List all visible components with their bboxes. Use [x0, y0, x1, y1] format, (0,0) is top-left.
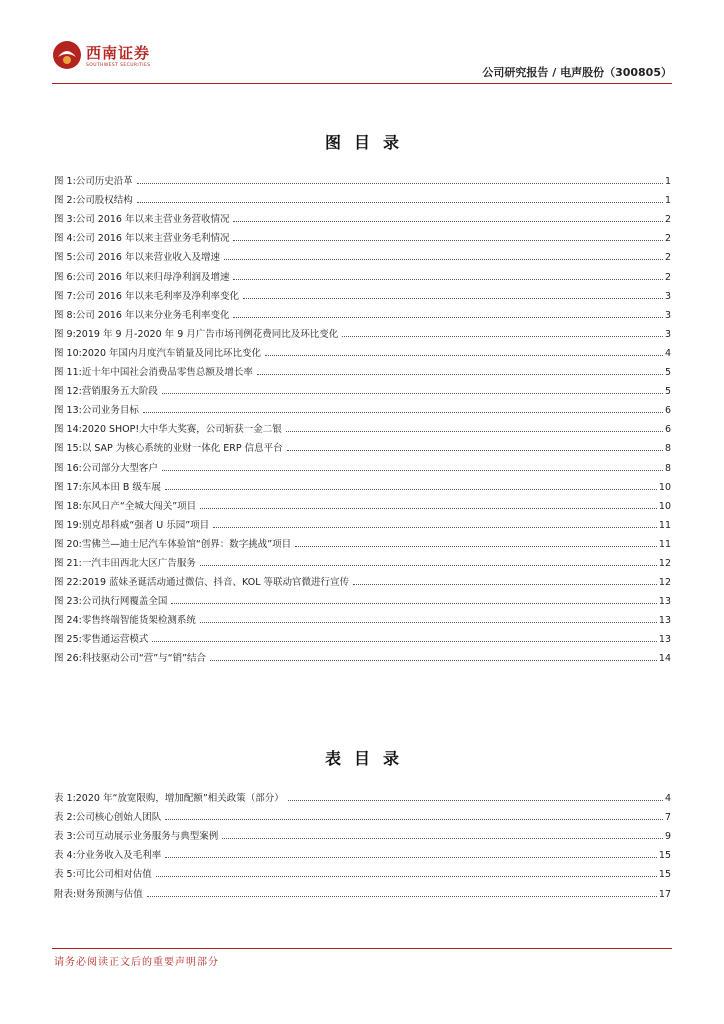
- figure-entry[interactable]: [54, 435, 671, 454]
- entry-label: 图 11:: [54, 367, 82, 379]
- entry-page-number: 11: [658, 538, 671, 550]
- entry-title: 2019 年 9 月-2020 年 9 月广告市场刊例花费同比及环比变化: [75, 328, 339, 340]
- figure-entry[interactable]: [54, 397, 671, 416]
- entry-page-number: 2: [664, 252, 671, 264]
- entry-page-number: 15: [658, 869, 671, 881]
- entry-title: 公司 2016 年以来营业收入及增速: [75, 252, 220, 264]
- entry-label: 图 12:: [54, 386, 82, 398]
- entry-title: 公司业务目标: [81, 405, 139, 417]
- figure-entry[interactable]: [54, 569, 671, 588]
- figure-entry[interactable]: [54, 454, 671, 473]
- entry-label: 图 25:: [54, 634, 82, 646]
- figure-entry[interactable]: [54, 531, 671, 550]
- entry-title: 一汽丰田西北大区广告服务: [81, 557, 196, 569]
- entry-page-number: 14: [658, 653, 671, 665]
- entry-page-number: 1: [664, 176, 671, 188]
- entry-title: 2020 年国内月度汽车销量及同比环比变化: [81, 347, 262, 359]
- figure-entry[interactable]: [54, 187, 671, 206]
- entry-title: 营销服务五大阶段: [81, 386, 158, 398]
- entry-title: 公司互动展示业务服务与典型案例: [75, 831, 219, 843]
- figure-entry[interactable]: [54, 359, 671, 378]
- figure-entry[interactable]: [54, 550, 671, 569]
- table-entry[interactable]: [54, 804, 671, 823]
- entry-page-number: 11: [658, 519, 671, 531]
- entry-label: 图 10:: [54, 347, 82, 359]
- entry-page-number: 1: [664, 195, 671, 207]
- figure-entry[interactable]: [54, 206, 671, 225]
- entry-label: 表 5:: [54, 869, 76, 881]
- entry-label: 表 2:: [54, 812, 76, 824]
- entry-page-number: 2: [664, 271, 671, 283]
- table-entry[interactable]: [54, 785, 671, 804]
- entry-label: 表 1:: [54, 793, 76, 805]
- table-list: [54, 785, 671, 900]
- entry-label: 图 22:: [54, 577, 82, 589]
- entry-page-number: 13: [658, 615, 671, 627]
- figure-entry[interactable]: [54, 321, 671, 340]
- table-list-title: 表目录: [324, 749, 412, 768]
- table-entry[interactable]: [54, 861, 671, 880]
- entry-label: 图 17:: [54, 481, 82, 493]
- figure-entry[interactable]: [54, 416, 671, 435]
- figure-entry[interactable]: [54, 626, 671, 645]
- report-title: 公司研究报告 / 电声股份（300805）: [482, 66, 672, 79]
- entry-label: 图 3:: [54, 214, 76, 226]
- entry-title: 公司股权结构: [75, 195, 133, 207]
- entry-label: 图 8:: [54, 309, 76, 321]
- entry-title: 公司历史沿革: [75, 176, 133, 188]
- entry-page-number: 17: [658, 888, 671, 900]
- entry-title: 公司 2016 年以来主营业务毛利情况: [75, 233, 230, 245]
- dot-leader: [222, 838, 663, 839]
- figure-entry[interactable]: [54, 283, 671, 302]
- figure-entry[interactable]: [54, 302, 671, 321]
- entry-label: 图 19:: [54, 519, 82, 531]
- entry-title: 公司部分大型客户: [81, 462, 158, 474]
- entry-page-number: 8: [664, 462, 671, 474]
- entry-page-number: 3: [664, 290, 671, 302]
- entry-label: 图 1:: [54, 176, 76, 188]
- dot-leader: [295, 546, 657, 547]
- entry-title: 东风日产“全城大闯关”项目: [81, 500, 197, 512]
- entry-title: 公司执行网覆盖全国: [81, 596, 168, 608]
- dot-leader: [233, 240, 662, 241]
- entry-title: 2020 年“放宽限购，增加配额”相关政策（部分）: [75, 793, 284, 805]
- entry-page-number: 10: [658, 481, 671, 493]
- figure-entry[interactable]: [54, 263, 671, 282]
- header-divider: [52, 83, 672, 84]
- entry-page-number: 6: [664, 405, 671, 417]
- entry-label: 图 16:: [54, 462, 82, 474]
- footer-disclaimer: 请务必阅读正文后的重要声明部分: [54, 957, 219, 968]
- entry-label: 图 20:: [54, 538, 82, 550]
- dot-leader: [213, 527, 657, 528]
- dot-leader: [165, 857, 657, 858]
- table-entry[interactable]: [54, 880, 671, 899]
- entry-title: 零售终端智能货架检测系统: [81, 615, 196, 627]
- dot-leader: [200, 622, 657, 623]
- table-entry[interactable]: [54, 842, 671, 861]
- entry-page-number: 5: [664, 367, 671, 379]
- dot-leader: [162, 393, 663, 394]
- logo-emblem-icon: [52, 40, 82, 70]
- entry-page-number: 8: [664, 443, 671, 455]
- figure-entry[interactable]: [54, 244, 671, 263]
- entry-label: 图 6:: [54, 271, 76, 283]
- dot-leader: [288, 800, 663, 801]
- dot-leader: [200, 565, 657, 566]
- figure-entry[interactable]: [54, 493, 671, 512]
- dot-leader: [233, 221, 662, 222]
- entry-title: 可比公司相对估值: [75, 869, 152, 881]
- table-entry[interactable]: [54, 823, 671, 842]
- entry-title: 2019 蓝妹圣诞活动通过微信、抖音、KOL 等联动官微进行宣传: [81, 577, 350, 589]
- entry-label: 图 24:: [54, 615, 82, 627]
- entry-label: 图 18:: [54, 500, 82, 512]
- dot-leader: [243, 298, 663, 299]
- entry-title: 公司 2016 年以来毛利率及净利率变化: [75, 290, 239, 302]
- entry-title: 近十年中国社会消费品零售总额及增长率: [81, 367, 253, 379]
- dot-leader: [137, 183, 663, 184]
- dot-leader: [210, 660, 657, 661]
- entry-page-number: 5: [664, 386, 671, 398]
- figure-entry[interactable]: [54, 645, 671, 664]
- entry-label: 表 4:: [54, 850, 76, 862]
- dot-leader: [137, 202, 663, 203]
- dot-leader: [200, 508, 657, 509]
- logo-text: 西南证券: [86, 44, 151, 62]
- logo-subtitle: SOUTHWEST SECURITIES: [86, 63, 151, 68]
- dot-leader: [165, 819, 663, 820]
- entry-title: 科技驱动公司“营”与“销”结合: [81, 653, 206, 665]
- figure-entry[interactable]: [54, 474, 671, 493]
- entry-page-number: 10: [658, 500, 671, 512]
- figure-list: [54, 168, 671, 664]
- entry-label: 图 23:: [54, 596, 82, 608]
- entry-page-number: 2: [664, 233, 671, 245]
- dot-leader: [147, 896, 657, 897]
- dot-leader: [286, 431, 663, 432]
- entry-title: 财务预测与估值: [76, 888, 143, 900]
- entry-label: 图 9:: [54, 328, 76, 340]
- dot-leader: [165, 489, 657, 490]
- figure-list-title: 图目录: [324, 133, 412, 152]
- entry-label: 图 5:: [54, 252, 76, 264]
- entry-label: 图 14:: [54, 424, 82, 436]
- figure-entry[interactable]: [54, 340, 671, 359]
- figure-entry[interactable]: [54, 607, 671, 626]
- figure-entry[interactable]: [54, 225, 671, 244]
- entry-page-number: 3: [664, 309, 671, 321]
- entry-title: 公司 2016 年以来主营业务营收情况: [75, 214, 230, 226]
- entry-label: 附表:: [54, 888, 77, 900]
- footer-divider: [52, 948, 672, 949]
- entry-title: 东风本田 B 级车展: [81, 481, 161, 493]
- dot-leader: [353, 584, 657, 585]
- entry-title: 公司 2016 年以来分业务毛利率变化: [75, 309, 230, 321]
- dot-leader: [342, 336, 663, 337]
- dot-leader: [233, 317, 662, 318]
- entry-title: 零售通运营模式: [81, 634, 149, 646]
- entry-page-number: 3: [664, 328, 671, 340]
- entry-title: 别克昂科威“强者 U 乐园”项目: [81, 519, 210, 531]
- entry-page-number: 2: [664, 214, 671, 226]
- dot-leader: [143, 412, 663, 413]
- entry-page-number: 4: [664, 347, 671, 359]
- entry-label: 图 4:: [54, 233, 76, 245]
- entry-label: 图 21:: [54, 557, 82, 569]
- entry-title: 分业务收入及毛利率: [75, 850, 162, 862]
- entry-title: 公司 2016 年以来归母净利润及增速: [75, 271, 230, 283]
- entry-page-number: 13: [658, 634, 671, 646]
- figure-entry[interactable]: [54, 168, 671, 187]
- figure-entry[interactable]: [54, 512, 671, 531]
- figure-entry[interactable]: [54, 378, 671, 397]
- entry-page-number: 7: [664, 812, 671, 824]
- entry-title: 以 SAP 为核心系统的业财一体化 ERP 信息平台: [81, 443, 283, 455]
- dot-leader: [257, 374, 663, 375]
- entry-page-number: 12: [658, 557, 671, 569]
- figure-entry[interactable]: [54, 588, 671, 607]
- dot-leader: [162, 470, 663, 471]
- entry-label: 表 3:: [54, 831, 76, 843]
- company-logo: [52, 38, 172, 78]
- dot-leader: [265, 355, 663, 356]
- entry-label: 图 13:: [54, 405, 82, 417]
- entry-page-number: 15: [658, 850, 671, 862]
- dot-leader: [171, 603, 657, 604]
- entry-page-number: 4: [664, 793, 671, 805]
- dot-leader: [233, 279, 662, 280]
- entry-title: 2020 SHOP!大中华大奖赛，公司斩获一金二银: [81, 424, 282, 436]
- dot-leader: [152, 641, 657, 642]
- entry-page-number: 9: [664, 831, 671, 843]
- dot-leader: [224, 259, 663, 260]
- entry-page-number: 13: [658, 596, 671, 608]
- entry-title: 公司核心创始人团队: [75, 812, 162, 824]
- entry-title: 雪佛兰—迪士尼汽车体验馆“创界：数字挑战”项目: [81, 538, 292, 550]
- entry-label: 图 26:: [54, 653, 82, 665]
- entry-page-number: 12: [658, 577, 671, 589]
- entry-label: 图 7:: [54, 290, 76, 302]
- entry-label: 图 2:: [54, 195, 76, 207]
- entry-label: 图 15:: [54, 443, 82, 455]
- page-header: [52, 38, 672, 84]
- dot-leader: [156, 876, 657, 877]
- dot-leader: [287, 450, 663, 451]
- entry-page-number: 6: [664, 424, 671, 436]
